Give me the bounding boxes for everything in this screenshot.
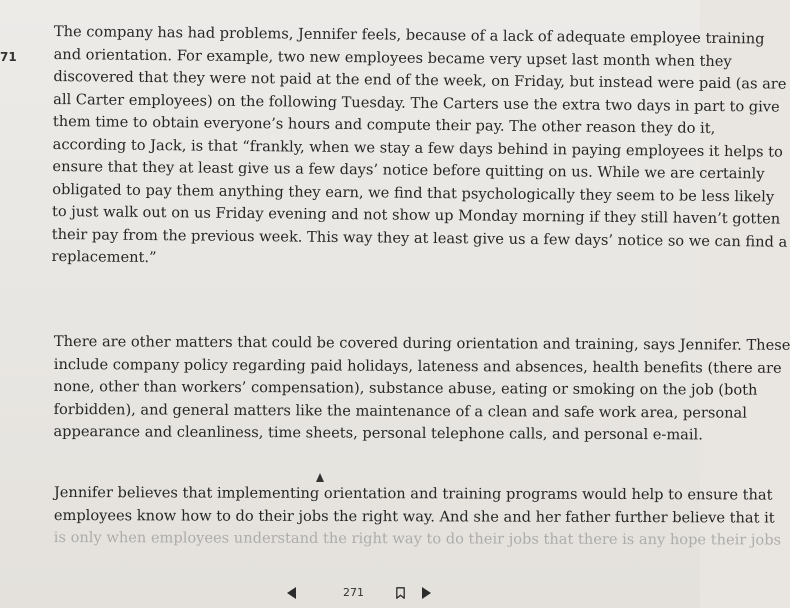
paragraph-2	[53, 331, 790, 447]
text-line: them time to obtain everyone’s hours and compute their pay. The other reason they do it,	[52, 112, 716, 137]
page-number: 271	[343, 586, 364, 599]
text-line: to just walk out on us Friday evening and not show up Monday morning if they still haven’t gotten	[51, 202, 781, 228]
bookmark-icon[interactable]	[396, 587, 405, 599]
text-line: appearance and cleanliness, time sheets, personal telephone calls, and personal e-mail.	[53, 422, 703, 444]
paragraph-1	[51, 21, 788, 275]
text-line: discovered that they were not paid at the end of the week, on Friday, but instead were paid (as are	[53, 67, 787, 93]
paragraph-3	[53, 482, 782, 552]
text-line: forbidden), and general matters like the maintenance of a clean and safe work area, personal	[53, 400, 747, 422]
text-line: according to Jack, is that “frankly, when we stay a few days behind in paying employees it helps to	[52, 135, 783, 161]
text-line: obligated to pay them anything they earn, we find that psychologically they seem to be less likely	[52, 180, 775, 206]
text-line: none, other than workers’ compensation), substance abuse, eating or smoking on the job (both	[53, 377, 758, 399]
text-line: all Carter employees) on the following Tuesday. The Carters use the extra two days in part to give	[53, 90, 780, 116]
previous-page-icon[interactable]	[287, 587, 296, 599]
text-line: The company has had problems, Jennifer feels, because of a lack of adequate employee training	[53, 22, 765, 48]
margin-page-number: 71	[0, 50, 17, 64]
text-line: Jennifer believes that implementing orientation and training programs would help to ensure that	[53, 484, 773, 504]
text-line: their pay from the previous week. This way they at least give us a few days’ notice so we can find a	[51, 225, 788, 251]
page-navigation-bar	[0, 578, 700, 608]
text-line: ensure that they at least give us a few days’ notice before quitting on us. While we are certainly	[52, 157, 765, 183]
text-line: replacement.”	[51, 247, 157, 267]
text-line: employees know how to do their jobs the right way. And she and her father further believe that it	[53, 506, 775, 527]
text-line: There are other matters that could be covered during orientation and training, says Jennifer. These	[53, 332, 790, 354]
text-line: is only when employees understand the right way to do their jobs that there is any hope their jobs	[53, 528, 782, 549]
next-page-icon[interactable]	[422, 587, 431, 599]
text-line: and orientation. For example, two new employees became very upset last month when they	[53, 45, 732, 70]
text-line: include company policy regarding paid holidays, lateness and absences, health benefits (there are	[53, 355, 782, 377]
mouse-cursor-icon	[316, 473, 324, 482]
